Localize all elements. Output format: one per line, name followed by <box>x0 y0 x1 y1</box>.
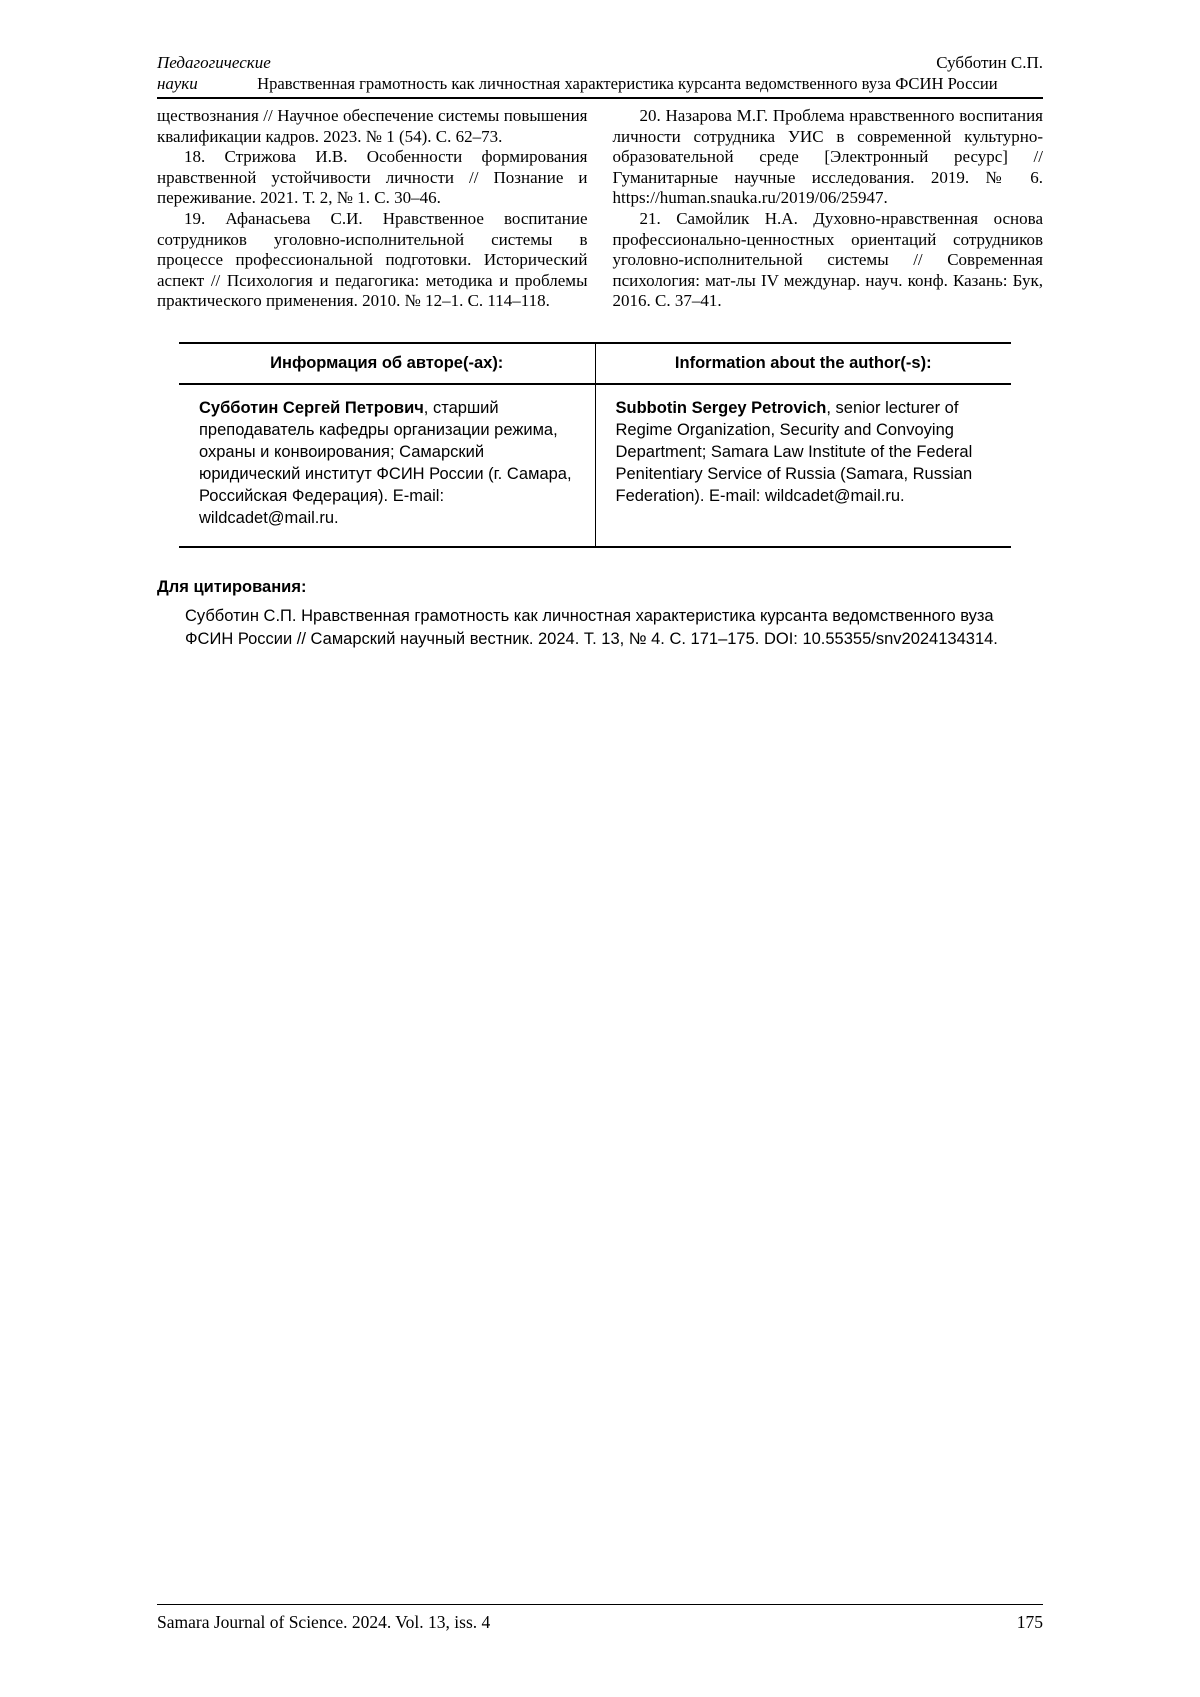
author-name-en: Subbotin Sergey Petrovich <box>615 398 827 417</box>
author-info-body-row <box>179 384 1011 547</box>
footer-journal-title: Samara Journal of Science. 2024. Vol. 13, iss. 4 <box>157 1612 491 1632</box>
header-author-name: Субботин С.П. <box>936 53 1043 72</box>
author-details-ru: , старший преподаватель кафедры организации режима, охраны и конвоирования; Самарский юридический институт ФСИН России (г. Самара, Российская Федерация). E-mail: wildcadet@mail.ru. <box>199 398 572 528</box>
author-info-cell-en <box>595 384 1011 547</box>
page-footer <box>157 1604 1043 1633</box>
section-name-line1: Педагогические <box>157 53 271 72</box>
citation-text: Субботин С.П. Нравственная грамотность как личностная характеристика курсанта ведомственного вуза ФСИН России // Самарский научный вестник. 2024. Т. 13, № 4. С. 171–175. DOI: 10.55355/snv2024134314. <box>185 606 998 649</box>
author-info-table <box>179 342 1011 548</box>
running-title: Нравственная грамотность как личностная характеристика курсанта ведомственного вуза ФСИН России <box>257 74 998 93</box>
reference-item-21: 21. Самойлик Н.А. Духовно-нравственная основа профессионально-ценностных ориентаций сотрудников уголовно-исполнительной системы // Современная психология: мат-лы IV междунар. науч. конф. Казань: Бук, 2016. С. 37–41. <box>612 208 1043 311</box>
author-info-header-ru: Информация об авторе(-ах): <box>179 343 595 384</box>
author-details-en: , senior lecturer of Regime Organization, Security and Convoying Department; Samara Law Institute of the Federal Penitentiary Service of Russia (Samara, Russian Federation). E-mail: wildcadet@mail.ru. <box>615 398 973 506</box>
author-info-cell-ru <box>179 384 595 547</box>
header-row-2 <box>157 73 1043 94</box>
author-info-header-row <box>179 343 1011 384</box>
header-row-1 <box>157 52 1043 73</box>
page-header <box>157 52 1043 99</box>
header-rule <box>157 97 1043 99</box>
journal-page <box>157 52 1043 651</box>
references-section <box>157 106 1043 312</box>
reference-item-19: 19. Афанасьева С.И. Нравственное воспитание сотрудников уголовно-исполнительной системы в процессе профессиональной подготовки. Исторический аспект // Психология и педагогика: методика и проблемы практического применения. 2010. № 12–1. С. 114–118. <box>157 208 588 311</box>
author-name-ru: Субботин Сергей Петрович <box>199 398 424 417</box>
section-name-line2: науки <box>157 74 198 93</box>
reference-item-18: 18. Стрижова И.В. Особенности формирования нравственной устойчивости личности // Познание и переживание. 2021. Т. 2, № 1. С. 30–46. <box>157 147 588 208</box>
footer-row <box>157 1612 1043 1633</box>
references-right-column <box>613 106 1044 312</box>
reference-item-17-continuation: ществознания // Научное обеспечение системы повышения квалификации кадров. 2023. № 1 (54). С. 62–73. <box>157 106 588 146</box>
footer-rule <box>157 1604 1043 1605</box>
citation-label: Для цитирования: <box>157 577 307 596</box>
references-left-column <box>157 106 588 312</box>
reference-item-20: 20. Назарова М.Г. Проблема нравственного воспитания личности сотрудника УИС в современной культурно-образовательной среде [Электронный ресурс] // Гуманитарные научные исследования. 2019. № 6. https://human.snauka.ru/2019/06/25947. <box>612 106 1043 208</box>
footer-page-number: 175 <box>1016 1612 1043 1632</box>
author-info-header-en: Information about the author(-s): <box>595 343 1011 384</box>
